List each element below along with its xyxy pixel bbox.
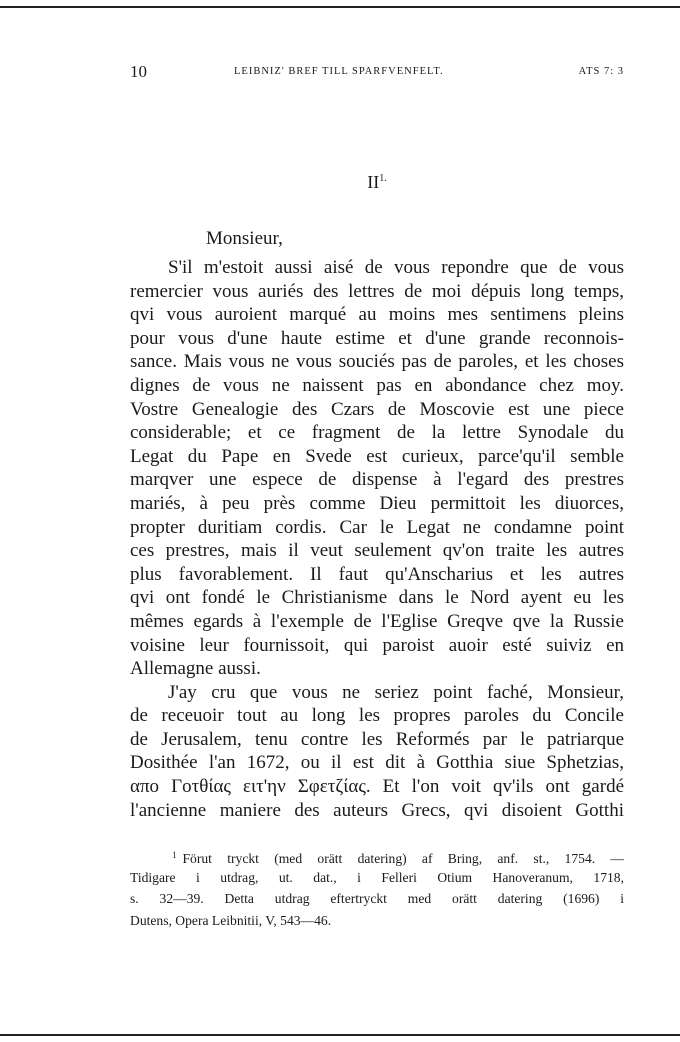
text-line: ces prestres, mais il veut seulement qv'on traite les autres [130,540,624,562]
text-line: pour vous d'une haute estime et d'une grande reconnois- [130,327,624,349]
text-line: απο Γοτθίας ειτ'ην Σφετζίας. Et l'on voit qv'ils ont gardé [130,776,624,798]
text-line: marqver une espece de dispense à l'egard des prestres [130,469,624,491]
text-line: qvi vous auroient marqué au moins mes sentimens pleins [130,304,624,326]
text-line: Allemagne aussi. [130,658,261,680]
section-heading [130,172,624,193]
text-line: Dosithée l'an 1672, ou il est dit à Gotthia siue Sphetzias, [130,752,624,774]
text-line: de Jerusalem, tenu contre les Reformés par le patriarque [130,728,624,750]
footnote-line: Dutens, Opera Leibnitii, V, 543—46. [130,912,332,928]
section-footnote-mark: 1. [379,173,387,184]
top-rule [0,6,680,8]
text-line: qvi ont fondé le Christianisme dans le Nord ayent eu les [130,587,624,609]
text-line: dignes de vous ne naissent pas en abondance chez moy. [130,374,624,396]
text-line: Vostre Genealogie des Czars de Moscovie est une piece [130,398,624,420]
running-head [130,62,624,84]
text-line: considerable; et ce fragment de la lettre Synodale du [130,422,624,444]
footnote-line: s. 32—39. Detta utdrag eftertryckt med orätt datering (1696) i [130,891,624,907]
text-line: mariés, à peu près comme Dieu permittoit les diuorces, [130,492,624,514]
text-line: mêmes egards à l'exemple de l'Eglise Greqve qve la Russie [130,610,624,632]
footnote-text: Förut tryckt (med orätt datering) af Bring, anf. st., 1754. — [182,851,624,866]
text-line: voisine leur fournissoit, qui paroist auoir esté suiviz en [130,634,624,656]
text-line: S'il m'estoit aussi aisé de vous repondre que de vous [168,257,624,278]
footnote [130,845,624,931]
text-line: de receuoir tout au long les propres paroles du Concile [130,705,624,727]
letter-body [130,256,624,822]
text-line: J'ay cru que vous ne seriez point faché, Monsieur, [168,681,624,703]
salutation: Monsieur, [206,228,283,249]
text-line: Legat du Pape en Svede est curieux, parce'qu'il semble [130,445,624,467]
text-line: plus favorablement. Il faut qu'Anscharius et les autres [130,563,624,585]
footnote-line [130,845,624,867]
bottom-rule [0,1034,680,1036]
text-line: sance. Mais vous ne vous souciés pas de paroles, et les choses [130,351,624,373]
section-numeral: II [367,172,380,192]
signature-mark: ATS 7: 3 [578,66,624,77]
text-line: remercier vous auriés des lettres de moi dépuis long temps, [130,280,624,302]
footnote-mark: 1 [172,850,177,860]
text-line: l'ancienne maniere des auteurs Grecs, qvi disoient Gotthi [130,799,624,821]
text-line: propter duritiam cordis. Car le Legat ne condamne point [130,516,624,538]
footnote-line: Tidigare i utdrag, ut. dat., i Felleri Otium Hanoveranum, 1718, [130,869,624,885]
running-title: LEIBNIZ' BREF TILL SPARFVENFELT. [234,66,444,77]
page-number: 10 [130,62,147,81]
